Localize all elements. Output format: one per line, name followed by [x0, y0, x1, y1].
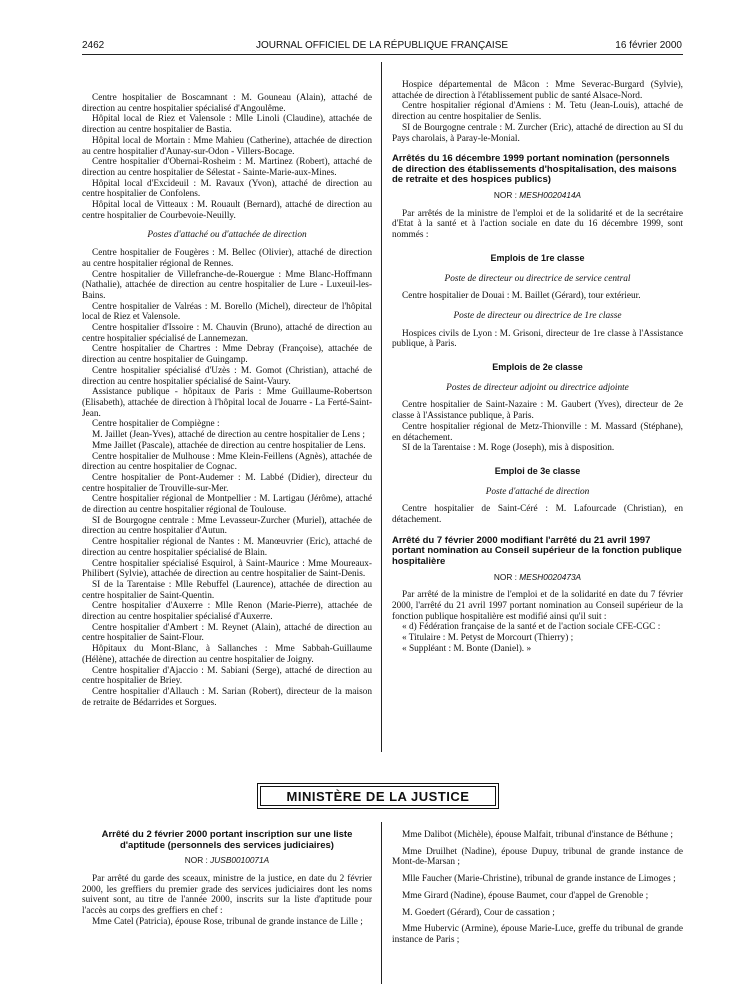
- article-title: Arrêté du 2 février 2000 portant inscription sur une liste d'aptitude (personnels des services judiciaires): [101, 829, 353, 851]
- nor-label: NOR :: [184, 855, 208, 866]
- paragraph: Mme Catel (Patricia), épouse Rose, tribunal de grande instance de Lille ;: [92, 916, 363, 927]
- paragraph: Centre hospitalier d'Auxerre : Mlle Renon (Marie-Pierre), attachée de direction au centre hospitalier spécialisé d'Auxerre.: [82, 601, 372, 623]
- paragraph: SI de la Tarentaise : M. Roge (Joseph), mis à disposition.: [402, 443, 615, 454]
- nor-code: MESH0020414A: [519, 190, 582, 200]
- paragraph: Hôpital local de Vitteaux : M. Rouault (Bernard), attaché de direction au centre hospitalier de Courbevoie-Neuilly.: [82, 200, 372, 221]
- paragraph: Centre hospitalier d'Allauch : M. Sarian (Robert), directeur de la maison de retraite de Bédarrides et Sorgues.: [82, 686, 372, 708]
- paragraph: Mme Hubervic (Armine), épouse Marie-Luce, greffe du tribunal de grande instance de Paris ;: [392, 924, 683, 945]
- paragraph: Hospices civils de Lyon : M. Grisoni, directeur de 1re classe à l'Assistance publique, à Paris.: [392, 328, 683, 350]
- issue-date: 16 février 2000: [615, 40, 682, 51]
- paragraph: Centre hospitalier d'Issoire : M. Chauvin (Bruno), attaché de direction au centre hospitalier spécialisé de Lannemezan.: [82, 323, 372, 344]
- paragraph: Par arrêtés de la ministre de l'emploi et de la solidarité et de la secrétaire d'Etat à la santé et à l'action sociale en date du 16 décembre 1999, sont nommés :: [392, 208, 683, 241]
- paragraph: Centre hospitalier d'Ajaccio : M. Sabiani (Serge), attaché de direction au centre hospitalier de Briey.: [82, 665, 372, 687]
- paragraph: Mme Girard (Nadine), épouse Baumet, cour d'appel de Grenoble ;: [402, 890, 649, 901]
- section-subheading: Postes de directeur adjoint ou directrice adjointe: [446, 382, 629, 393]
- paragraph: Centre hospitalier de Valréas : M. Borello (Michel), directeur de l'hôpital local de Riez et Valensole.: [82, 301, 372, 323]
- nor-code: JUSB0010071A: [210, 855, 270, 866]
- section-subheading: Poste de directeur ou directrice de service central: [444, 273, 631, 284]
- column-divider: [381, 62, 382, 752]
- bottom-right-column: [392, 830, 683, 952]
- left-column: [82, 93, 372, 708]
- paragraph: Assistance publique - hôpitaux de Paris : Mme Guillaume-Robertson (Elisabeth), attachée de direction à l'hôpital local de Jouarre - La Ferté-Saint-Jean.: [82, 387, 372, 419]
- paragraph: SI de la Tarentaise : Mlle Rebuffel (Laurence), attachée de direction au centre hospitalier de Saint-Quentin.: [82, 579, 372, 601]
- nor-reference: [392, 190, 683, 201]
- paragraph: SI de Bourgogne centrale : Mme Levasseur-Zurcher (Muriel), attachée de direction au centre hospitalier d'Autun.: [82, 515, 372, 537]
- paragraph: Hôpitaux du Mont-Blanc, à Sallanches : Mme Sabbah-Guillaume (Hélène), attachée de direction au centre hospitalier de Joigny.: [82, 644, 372, 665]
- paragraph: Centre hospitalier de Pont-Audemer : M. Labbé (Didier), directeur du centre hospitalier de Trouville-sur-Mer.: [82, 472, 372, 494]
- article-title: Arrêté du 7 février 2000 modifiant l'arrêté du 21 avril 1997 portant nomination au Conseil supérieur de la fonction publique hospitalière: [392, 534, 682, 567]
- paragraph: Hospice départemental de Mâcon : Mme Severac-Burgard (Sylvie), attachée de direction à l'établissement public de santé Alsace-Nord.: [392, 80, 683, 101]
- section-subheading: Poste de directeur ou directrice de 1re classe: [453, 310, 622, 321]
- ministry-title: MINISTÈRE DE LA JUSTICE: [286, 788, 470, 804]
- paragraph: Centre hospitalier régional de Nantes : M. Manœuvrier (Eric), attaché de direction au centre hospitalier spécialisé de Blain.: [82, 537, 372, 558]
- paragraph: SI de Bourgogne centrale : M. Zurcher (Eric), attaché de direction au SI du Pays charolais, à Paray-le-Monial.: [392, 122, 683, 144]
- paragraph: Centre hospitalier spécialisé Esquirol, à Saint-Maurice : Mme Moureaux-Philibert (Sylvie), attachée de direction au centre hospitalier de Saint-Denis.: [82, 558, 372, 580]
- paragraph: « Titulaire : M. Petyst de Morcourt (Thierry) ;: [402, 633, 574, 644]
- journal-title: JOURNAL OFFICIEL DE LA RÉPUBLIQUE FRANÇAISE: [255, 40, 509, 51]
- section-heading: Emploi de 3e classe: [494, 465, 581, 476]
- section-subheading: Postes d'attaché ou d'attachée de direction: [147, 230, 307, 241]
- paragraph: Centre hospitalier régional d'Amiens : M. Tetu (Jean-Louis), attaché de direction au centre hospitalier de Senlis.: [392, 101, 683, 123]
- nor-code: MESH0020473A: [519, 571, 582, 582]
- paragraph: Centre hospitalier régional de Metz-Thionville : M. Massard (Stéphane), en détachement.: [392, 421, 683, 443]
- paragraph: Par arrêté du garde des sceaux, ministre de la justice, en date du 2 février 2000, les greffiers du premier grade des services judiciaires dont les noms suivent sont, au titre de l'année 2000, inscrits sur la liste d'aptitude pour l'accès au corps des greffiers en chef :: [82, 873, 372, 916]
- paragraph: Centre hospitalier de Mulhouse : Mme Klein-Feillens (Agnès), attachée de direction au centre hospitalier de Cognac.: [82, 451, 372, 473]
- right-column: [392, 80, 683, 654]
- paragraph: M. Goedert (Gérard), Cour de cassation ;: [402, 907, 555, 918]
- nor-label: NOR :: [493, 190, 517, 200]
- paragraph: Centre hospitalier spécialisé d'Uzès : M. Gomot (Christian), attaché de direction au centre hospitalier spécialisé de Saint-Vaury.: [82, 365, 372, 387]
- paragraph: « d) Fédération française de la santé et de l'action sociale CFE-CGC :: [402, 622, 661, 633]
- article-title: Arrêtés du 16 décembre 1999 portant nomination (personnels de direction des établissements d'hospitalisation, des maisons de retraite et des hospices publics): [392, 153, 677, 186]
- paragraph: Centre hospitalier de Villefranche-de-Rouergue : Mme Blanc-Hoffmann (Nathalie), attachée de direction au centre hospitalier de Lure - Luxeuil-les-Bains.: [82, 269, 372, 301]
- paragraph: M. Jaillet (Jean-Yves), attaché de direction au centre hospitalier de Lens ;: [92, 430, 365, 441]
- header-rule: [82, 54, 683, 55]
- section-heading: Emplois de 2e classe: [492, 362, 583, 373]
- paragraph: Centre hospitalier d'Obernai-Rosheim : M. Martinez (Robert), attaché de direction au centre hospitalier de Sélestat - Sainte-Marie-aux-Mines.: [82, 157, 372, 178]
- paragraph: Centre hospitalier d'Ambert : M. Reynet (Alain), attaché de direction au centre hospitalier de Saint-Flour.: [82, 622, 372, 644]
- nor-reference: [82, 855, 372, 866]
- section-subheading: Poste d'attaché de direction: [485, 486, 590, 497]
- paragraph: Centre hospitalier de Saint-Nazaire : M. Gaubert (Yves), directeur de 2e classe à l'Assistance publique, à Paris.: [392, 400, 683, 422]
- paragraph: Centre hospitalier de Fougères : M. Bellec (Olivier), attaché de direction au centre hospitalier régional de Rennes.: [82, 248, 372, 269]
- column-divider-bottom: [381, 822, 382, 984]
- paragraph: « Suppléant : M. Bonte (Daniel). »: [402, 643, 532, 654]
- section-heading: Emplois de 1re classe: [490, 252, 585, 263]
- paragraph: Mme Dalibot (Michèle), épouse Malfait, tribunal d'instance de Béthune ;: [402, 830, 673, 840]
- page-header: [82, 40, 682, 54]
- bottom-left-column: [82, 830, 372, 927]
- ministry-heading-box: [257, 783, 499, 809]
- paragraph: Centre hospitalier régional de Montpellier : M. Lartigau (Jérôme), attaché de direction au centre hospitalier régional de Toulouse.: [82, 494, 372, 516]
- nor-reference: [392, 572, 683, 583]
- paragraph: Hôpital local de Mortain : Mme Mahieu (Catherine), attachée de direction au centre hospitalier d'Aunay-sur-Odon - Villers-Bocage.: [82, 135, 372, 157]
- paragraph: Hôpital local d'Excideuil : M. Ravaux (Yvon), attaché de direction au centre hospitalier de Confolens.: [82, 178, 372, 200]
- paragraph: Mme Jaillet (Pascale), attachée de direction au centre hospitalier de Lens.: [92, 440, 366, 451]
- paragraph: Centre hospitalier de Compiègne :: [92, 419, 220, 430]
- paragraph: Mme Druilhet (Nadine), épouse Dupuy, tribunal de grande instance de Mont-de-Marsan ;: [392, 846, 683, 868]
- paragraph: Centre hospitalier de Douai : M. Baillet (Gérard), tour extérieur.: [402, 291, 641, 302]
- paragraph: Mlle Faucher (Marie-Christine), tribunal de grande instance de Limoges ;: [402, 874, 676, 885]
- paragraph: Par arrêté de la ministre de l'emploi et de la solidarité en date du 7 février 2000, l'arrêté du 21 avril 1997 portant nomination au Conseil supérieur de la fonction publique hospitalière est modifié ainsi qu'il suit :: [392, 590, 683, 622]
- nor-label: NOR :: [493, 571, 517, 582]
- paragraph: Centre hospitalier de Chartres : Mme Debray (Françoise), attachée de direction au centre hospitalier de Guingamp.: [82, 344, 372, 366]
- paragraph: Centre hospitalier de Boscamnant : M. Gouneau (Alain), attaché de direction au centre hospitalier spécialisé d'Angoulême.: [82, 93, 372, 114]
- paragraph: Centre hospitalier de Saint-Céré : M. Lafourcade (Christian), en détachement.: [392, 504, 683, 526]
- page-number: 2462: [82, 40, 105, 51]
- paragraph: Hôpital local de Riez et Valensole : Mlle Linoli (Claudine), attachée de direction au centre hospitalier de Bastia.: [82, 114, 372, 136]
